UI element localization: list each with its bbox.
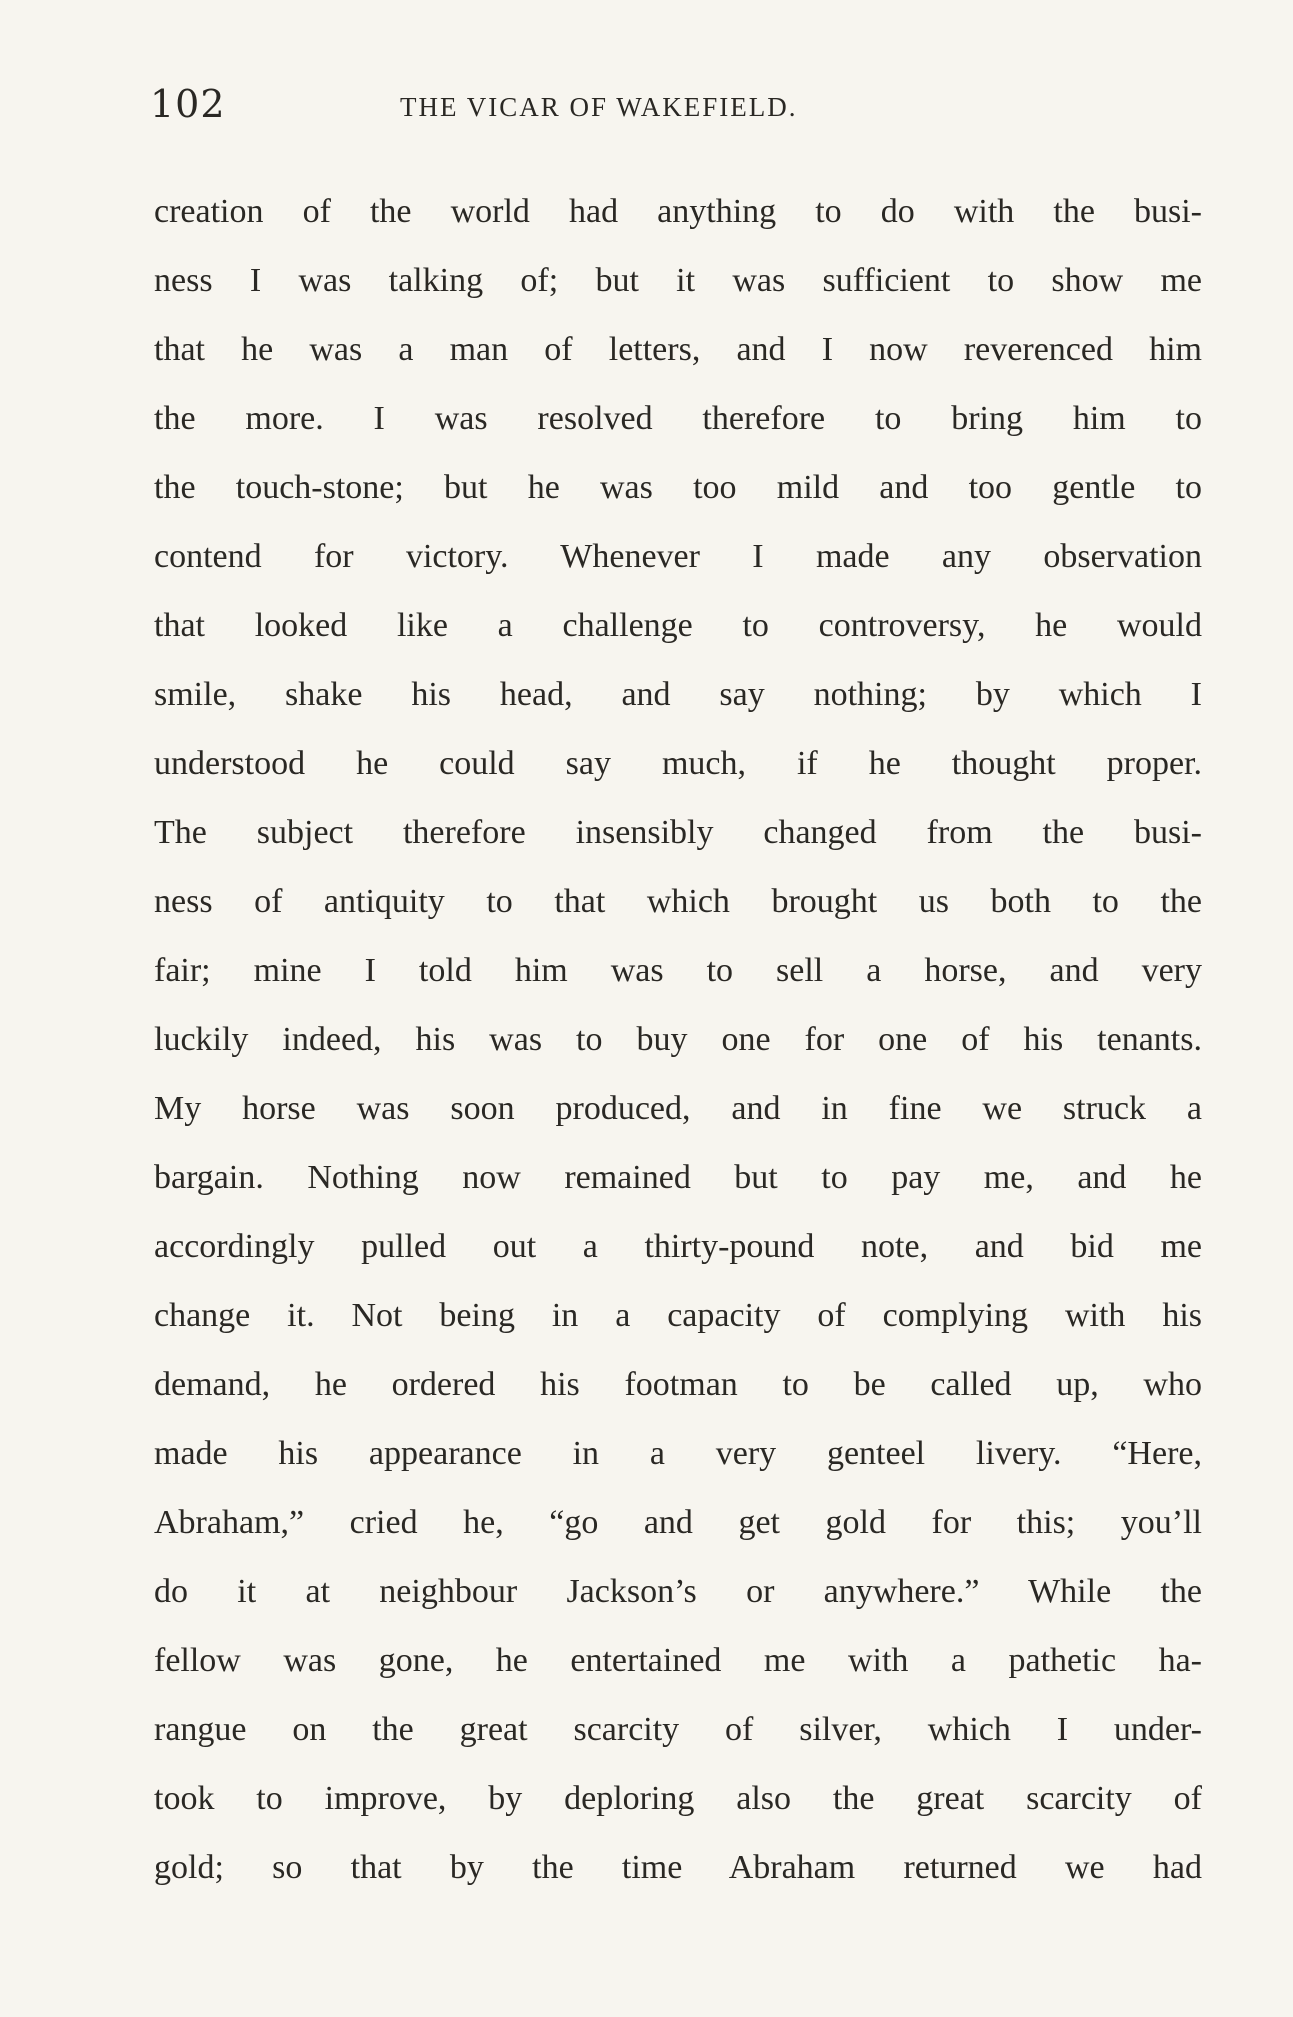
page-number: 102 <box>150 82 226 126</box>
text-line: fellow was gone, he entertained me with a pathetic ha- <box>154 1642 1202 1679</box>
running-head <box>150 82 1205 132</box>
text-line: ness I was talking of; but it was sufficient to show me <box>154 262 1202 299</box>
text-line: accordingly pulled out a thirty-pound note, and bid me <box>154 1228 1202 1265</box>
body-text <box>154 177 1202 1902</box>
text-line: gold; so that by the time Abraham returned we had <box>154 1849 1202 1886</box>
text-line: understood he could say much, if he thought proper. <box>154 745 1202 782</box>
text-line: The subject therefore insensibly changed from the busi- <box>154 814 1202 851</box>
text-line: My horse was soon produced, and in fine we struck a <box>154 1090 1202 1127</box>
text-line: that he was a man of letters, and I now reverenced him <box>154 331 1202 368</box>
text-line: demand, he ordered his footman to be called up, who <box>154 1366 1202 1403</box>
text-line: that looked like a challenge to controversy, he would <box>154 607 1202 644</box>
running-title: THE VICAR OF WAKEFIELD. <box>400 92 798 122</box>
text-line: ness of antiquity to that which brought us both to the <box>154 883 1202 920</box>
text-line: took to improve, by deploring also the great scarcity of <box>154 1780 1202 1817</box>
text-line: creation of the world had anything to do with the busi- <box>154 193 1202 230</box>
text-line: rangue on the great scarcity of silver, which I under- <box>154 1711 1202 1748</box>
text-line: luckily indeed, his was to buy one for one of his tenants. <box>154 1021 1202 1058</box>
text-line: do it at neighbour Jackson’s or anywhere.” While the <box>154 1573 1202 1610</box>
text-line: the more. I was resolved therefore to bring him to <box>154 400 1202 437</box>
text-line: the touch-stone; but he was too mild and too gentle to <box>154 469 1202 506</box>
text-line: bargain. Nothing now remained but to pay me, and he <box>154 1159 1202 1196</box>
text-line: fair; mine I told him was to sell a horse, and very <box>154 952 1202 989</box>
text-line: Abraham,” cried he, “go and get gold for this; you’ll <box>154 1504 1202 1541</box>
text-line: change it. Not being in a capacity of complying with his <box>154 1297 1202 1334</box>
text-line: contend for victory. Whenever I made any observation <box>154 538 1202 575</box>
text-line: smile, shake his head, and say nothing; by which I <box>154 676 1202 713</box>
text-line: made his appearance in a very genteel livery. “Here, <box>154 1435 1202 1472</box>
